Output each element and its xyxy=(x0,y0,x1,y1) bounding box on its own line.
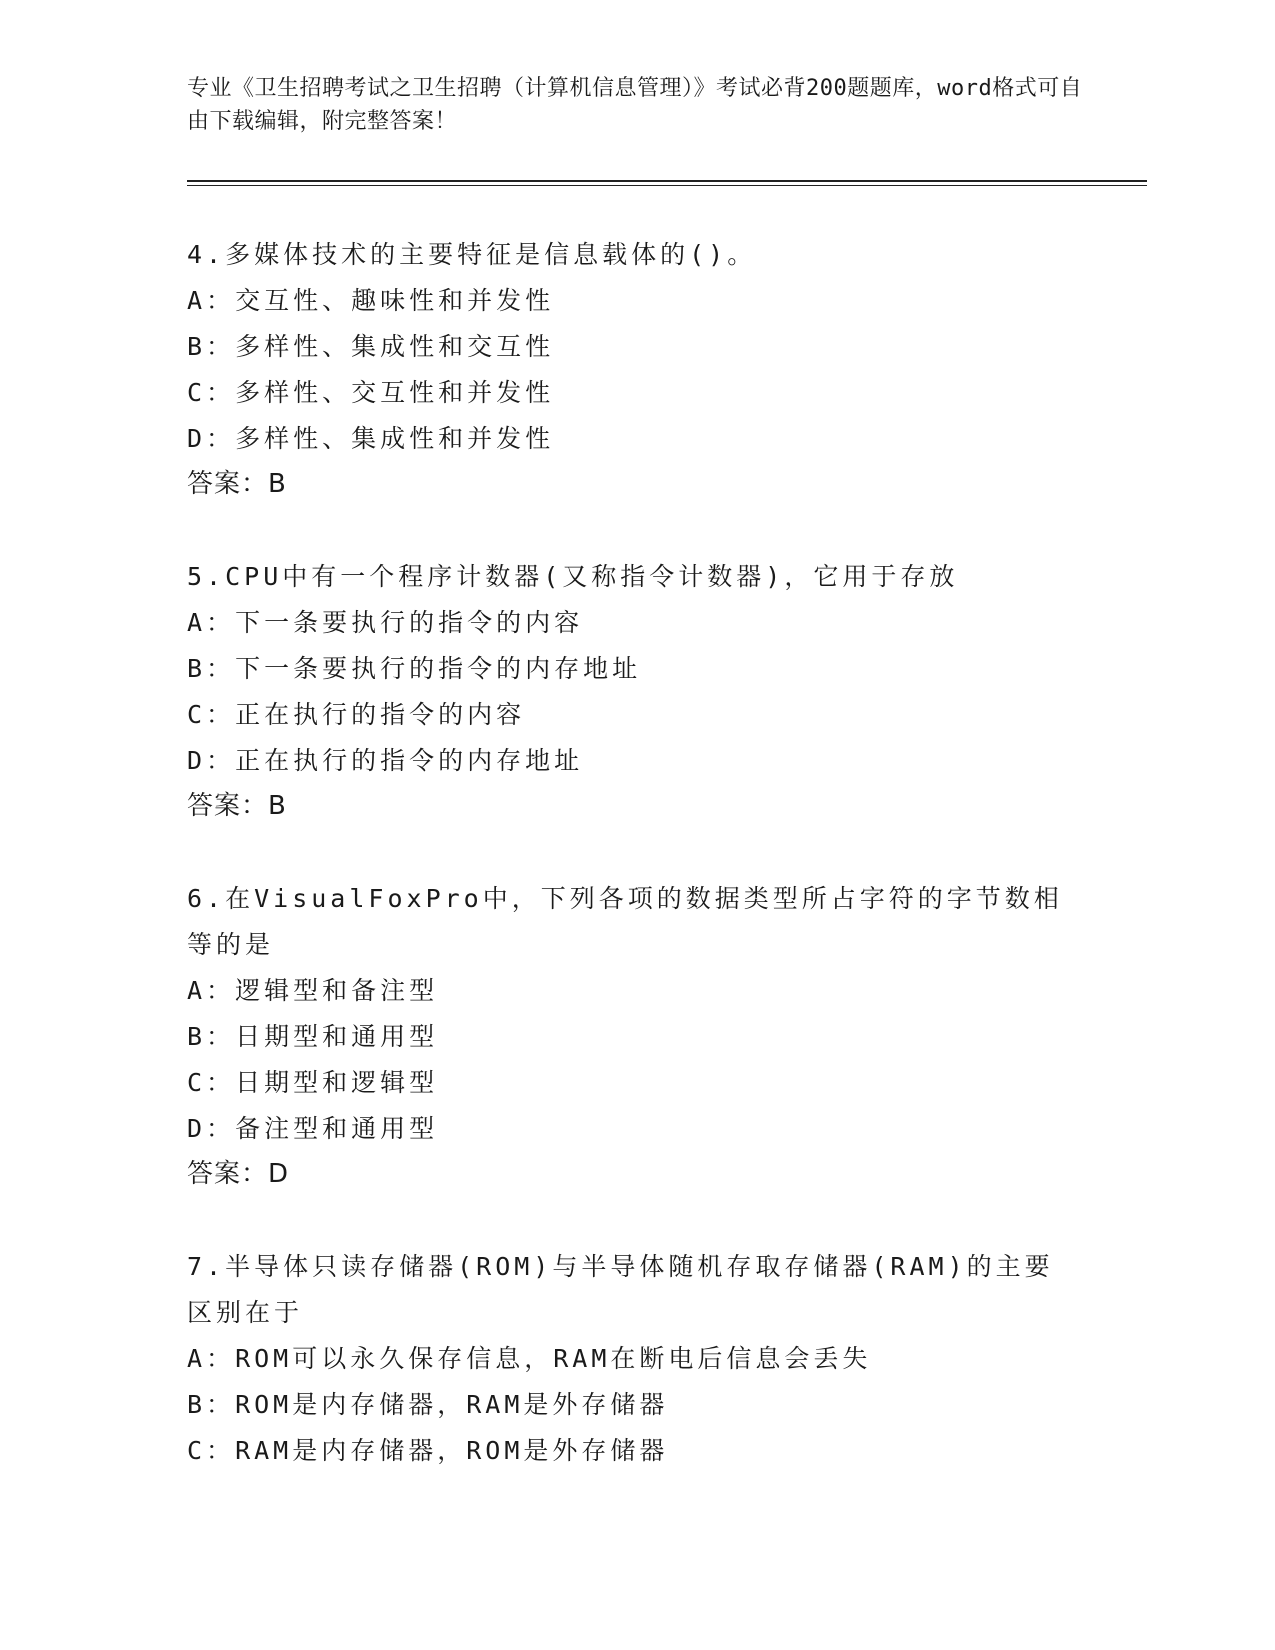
question-list xyxy=(187,232,1147,1474)
answer: 答案：B xyxy=(187,791,287,821)
option-text: 多样性、集成性和并发性 xyxy=(235,424,555,453)
option-text: 下一条要执行的指令的内容 xyxy=(235,608,584,637)
question-stem: 6.在VisualFoxPro中，下列各项的数据类型所占字符的字节数相等的是 xyxy=(187,884,1063,959)
option-c xyxy=(187,370,1067,416)
option-text: 备注型和通用型 xyxy=(235,1114,439,1143)
document-header: 专业《卫生招聘考试之卫生招聘（计算机信息管理）》考试必背200题题库，word格式可自由下载编辑，附完整答案！ xyxy=(187,76,1083,134)
option-key: C： xyxy=(187,378,236,407)
option-text: 逻辑型和备注型 xyxy=(235,976,439,1005)
question-stem: 5.CPU中有一个程序计数器(又称指令计数器)，它用于存放 xyxy=(187,562,959,591)
option-d xyxy=(187,738,1067,784)
option-key: A： xyxy=(187,608,236,637)
question-stem: 7.半导体只读存储器(ROM)与半导体随机存取存储器(RAM)的主要区别在于 xyxy=(187,1252,1054,1327)
option-key: D： xyxy=(187,746,236,775)
option-key: D： xyxy=(187,424,236,453)
option-key: C： xyxy=(187,1436,236,1465)
option-key: B： xyxy=(187,332,236,361)
option-b xyxy=(187,1014,1067,1060)
option-c xyxy=(187,1428,1067,1474)
option-d xyxy=(187,416,1067,462)
answer: 答案：B xyxy=(187,469,287,499)
option-a xyxy=(187,1336,1067,1382)
option-text: ROM是内存储器，RAM是外存储器 xyxy=(235,1390,669,1419)
option-b xyxy=(187,1382,1067,1428)
option-key: B： xyxy=(187,1390,236,1419)
option-key: B： xyxy=(187,654,236,683)
option-text: 多样性、交互性和并发性 xyxy=(235,378,555,407)
option-text: ROM可以永久保存信息，RAM在断电后信息会丢失 xyxy=(235,1344,872,1373)
option-c xyxy=(187,1060,1067,1106)
option-text: 日期型和通用型 xyxy=(235,1022,439,1051)
question-stem: 4.多媒体技术的主要特征是信息载体的()。 xyxy=(187,240,757,269)
option-key: A： xyxy=(187,976,236,1005)
option-a xyxy=(187,278,1067,324)
question-4 xyxy=(187,232,1147,506)
document-page xyxy=(187,72,1147,1522)
option-text: 正在执行的指令的内存地址 xyxy=(235,746,584,775)
option-b xyxy=(187,324,1067,370)
option-text: 正在执行的指令的内容 xyxy=(235,700,526,729)
option-text: 日期型和逻辑型 xyxy=(235,1068,439,1097)
option-text: 交互性、趣味性和并发性 xyxy=(235,286,555,315)
option-key: A： xyxy=(187,286,236,315)
option-text: RAM是内存储器，ROM是外存储器 xyxy=(235,1436,669,1465)
answer: 答案：D xyxy=(187,1159,290,1189)
option-key: D： xyxy=(187,1114,236,1143)
question-7 xyxy=(187,1244,1147,1474)
option-text: 多样性、集成性和交互性 xyxy=(235,332,555,361)
option-key: A： xyxy=(187,1344,236,1373)
option-a xyxy=(187,600,1067,646)
option-b xyxy=(187,646,1067,692)
option-key: C： xyxy=(187,700,236,729)
option-c xyxy=(187,692,1067,738)
question-5 xyxy=(187,554,1147,828)
option-d xyxy=(187,1106,1067,1152)
question-6 xyxy=(187,876,1147,1196)
header-divider xyxy=(187,180,1147,186)
option-text: 下一条要执行的指令的内存地址 xyxy=(235,654,642,683)
option-key: C： xyxy=(187,1068,236,1097)
option-a xyxy=(187,968,1067,1014)
option-key: B： xyxy=(187,1022,236,1051)
